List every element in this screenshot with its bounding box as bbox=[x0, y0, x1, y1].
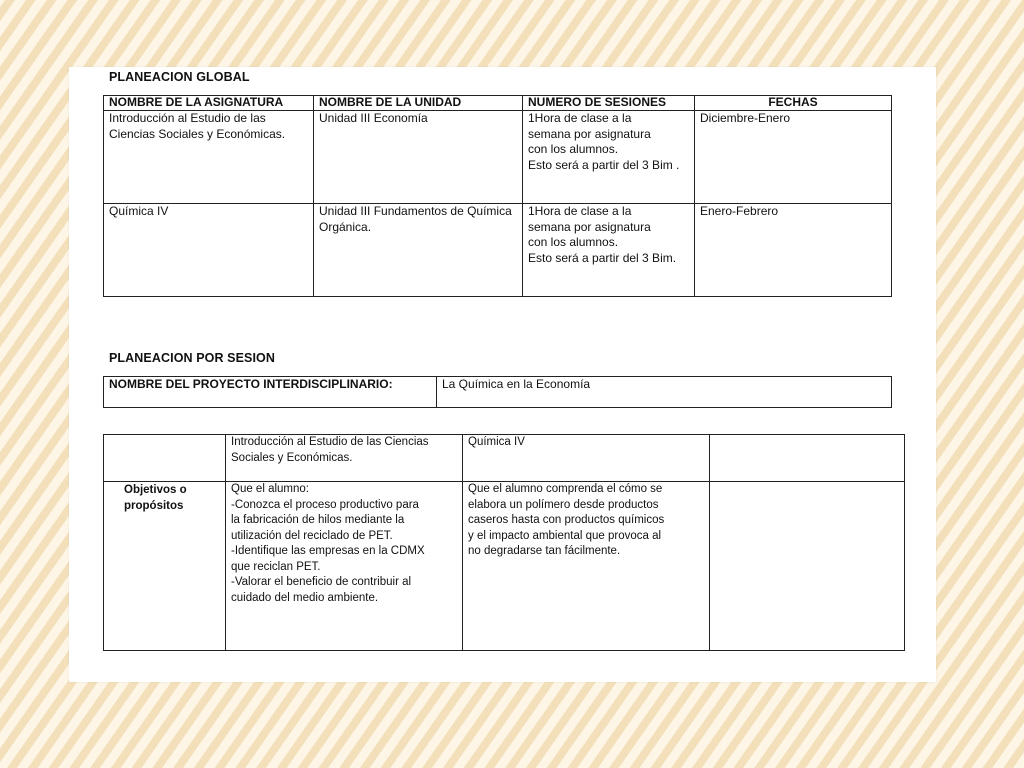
table-row bbox=[104, 377, 892, 408]
project-label: NOMBRE DEL PROYECTO INTERDISCIPLINARIO: bbox=[104, 377, 437, 408]
cell-asignatura: Introducción al Estudio de las Ciencias Sociales y Económicas. bbox=[104, 111, 314, 204]
objetivos-label bbox=[104, 482, 226, 651]
header-sesiones: NUMERO DE SESIONES bbox=[523, 96, 695, 111]
planeacion-global-heading: PLANEACION GLOBAL bbox=[109, 70, 250, 84]
table-row bbox=[104, 204, 892, 297]
document-page bbox=[69, 67, 936, 682]
objetivos-label-line: propósitos bbox=[124, 500, 184, 512]
header-asignatura: NOMBRE DE LA ASIGNATURA bbox=[104, 96, 314, 111]
objetivos-empty bbox=[710, 482, 905, 651]
objetivos-ciencias bbox=[226, 482, 463, 651]
table-header-row bbox=[104, 435, 905, 482]
cell-sesiones bbox=[523, 111, 695, 204]
sesion-table bbox=[103, 434, 905, 651]
objetivo-line: utilización del reciclado de PET. bbox=[231, 529, 393, 542]
sesiones-line: con los alumnos. bbox=[528, 235, 619, 249]
project-name-table bbox=[103, 376, 892, 408]
objetivo-line: la fabricación de hilos mediante la bbox=[231, 514, 405, 526]
project-value: La Química en la Economía bbox=[437, 377, 892, 408]
objetivo-line: -Conozca el proceso productivo para bbox=[231, 498, 419, 511]
sesiones-line: con los alumnos. bbox=[528, 142, 619, 156]
table-row bbox=[104, 482, 905, 651]
cell-sesiones bbox=[523, 204, 695, 297]
sesiones-line: 1Hora de clase a la bbox=[528, 111, 632, 125]
objetivo-line: cuidado del medio ambiente. bbox=[231, 591, 379, 604]
objetivo-line: y el impacto ambiental que provoca al bbox=[468, 529, 662, 542]
table-header-row bbox=[104, 96, 892, 111]
objetivo-line: Que el alumno: bbox=[231, 483, 309, 495]
objetivo-line: no degradarse tan fácilmente. bbox=[468, 545, 621, 557]
cell-fechas: Enero-Febrero bbox=[695, 204, 892, 297]
header-unidad: NOMBRE DE LA UNIDAD bbox=[314, 96, 523, 111]
objetivo-line: -Identifique las empresas en la CDMX bbox=[231, 545, 425, 557]
objetivo-line: que reciclan PET. bbox=[231, 560, 321, 573]
sesiones-line: semana por asignatura bbox=[528, 219, 651, 234]
sesiones-line: Esto será a partir del 3 Bim. bbox=[528, 250, 677, 265]
objetivos-quimica bbox=[463, 482, 710, 651]
table-row bbox=[104, 111, 892, 204]
cell-unidad: Unidad III Fundamentos de Química Orgánica. bbox=[314, 204, 523, 297]
header-fechas: FECHAS bbox=[695, 96, 892, 111]
sesiones-line: semana por asignatura bbox=[528, 126, 651, 141]
header-col-ciencias: Introducción al Estudio de las Ciencias Sociales y Económicas. bbox=[226, 435, 463, 482]
cell-fechas: Diciembre-Enero bbox=[695, 111, 892, 204]
objetivos-label-line: Objetivos o bbox=[124, 484, 187, 496]
header-col-quimica: Química IV bbox=[463, 435, 710, 482]
sesiones-line: 1Hora de clase a la bbox=[528, 204, 632, 218]
planeacion-sesion-heading: PLANEACION POR SESION bbox=[109, 351, 276, 365]
objetivo-line: -Valorar el beneficio de contribuir al bbox=[231, 576, 412, 588]
objetivo-line: elabora un polímero desde productos bbox=[468, 498, 659, 511]
empty-corner-cell bbox=[104, 435, 226, 482]
header-col-empty bbox=[710, 435, 905, 482]
sesiones-line: Esto será a partir del 3 Bim . bbox=[528, 157, 680, 172]
planeacion-global-table bbox=[103, 95, 892, 297]
objetivo-line: Que el alumno comprenda el cómo se bbox=[468, 483, 663, 495]
cell-asignatura: Química IV bbox=[104, 204, 314, 297]
cell-unidad: Unidad III Economía bbox=[314, 111, 523, 204]
objetivo-line: caseros hasta con productos químicos bbox=[468, 514, 665, 526]
